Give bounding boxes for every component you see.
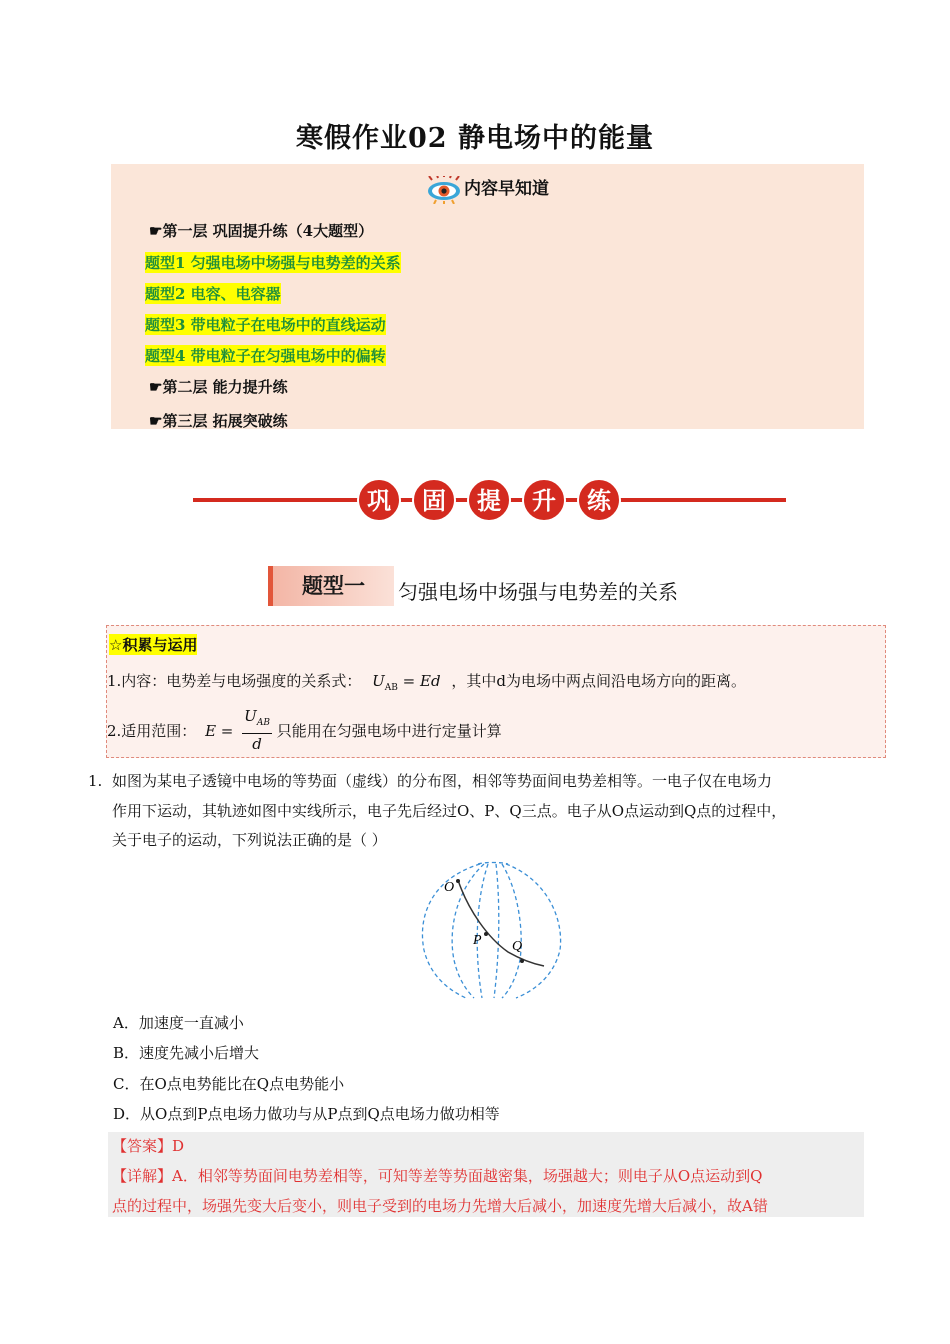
banner-char-4: 升: [532, 487, 556, 515]
fraction-numerator: U: [244, 707, 257, 725]
fraction: [242, 706, 272, 754]
type-label-box: [268, 566, 394, 606]
accumulate-line1: [107, 670, 746, 693]
question-line3: 关于电子的运动，下列说法正确的是（ ）: [112, 831, 387, 849]
type-label: 题型一: [302, 574, 365, 598]
toc-type1[interactable]: 题型1 匀强电场中场强与电势差的关系: [145, 254, 401, 272]
toc-layer3[interactable]: ☛第三层 拓展突破练: [149, 412, 288, 430]
label-p: P: [473, 933, 482, 948]
accumulate-box: [106, 625, 886, 758]
accumulate-tag: ☆积累与运用: [109, 636, 198, 654]
line1-suffix: ，其中d为电场中两点间沿电场方向的距离。: [451, 672, 746, 690]
fraction-numerator-sub: AB: [256, 718, 270, 728]
toc-type2[interactable]: 题型2 电容、电容器: [145, 285, 281, 303]
page-title: 寒假作业02 静电场中的能量: [296, 123, 654, 154]
line2-suffix: 只能用在匀强电场中进行定量计算: [276, 722, 502, 740]
banner-char-3: 提: [477, 487, 501, 515]
fraction-denominator: d: [252, 735, 262, 753]
section-banner: [193, 478, 786, 522]
toc-layer1[interactable]: ☛第一层 巩固提升练（4大题型）: [149, 222, 374, 240]
line2-prefix: 2.适用范围：: [107, 722, 197, 740]
question-line2: 作用下运动，其轨迹如图中实线所示，电子先后经过O、P、Q三点。电子从O点运动到Q点的过程中，: [112, 802, 787, 820]
accumulate-line2: [107, 706, 502, 754]
banner-char-5: 练: [587, 487, 611, 515]
toc-heading: [111, 174, 864, 204]
formula-u: U: [372, 672, 385, 690]
label-o: O: [444, 880, 455, 895]
option-a[interactable]: A．加速度一直减小: [113, 1014, 244, 1032]
toc-layer2[interactable]: ☛第二层 能力提升练: [149, 378, 288, 396]
formula-uab-ed: [372, 672, 445, 693]
toc-type4[interactable]: 题型4 带电粒子在匀强电场中的偏转: [145, 347, 386, 365]
question-line1: 如图为某电子透镜中电场的等势面（虚线）的分布图，相邻等势面间电势差相等。一电子仅在电场力: [112, 772, 773, 790]
type-title: 匀强电场中场强与电势差的关系: [398, 580, 678, 604]
eye-icon: [426, 176, 462, 204]
toc-heading-label: 内容早知道: [464, 179, 549, 199]
equipotential-figure: [418, 860, 568, 1002]
answer-detail-line2: 点的过程中，场强先变大后变小，则电子受到的电场力先增大后减小，加速度先增大后减小，故A错: [112, 1197, 768, 1215]
formula-e: E =: [205, 722, 234, 740]
answer-label: 【答案】D: [112, 1137, 185, 1155]
formula-rhs: = Ed: [402, 672, 441, 690]
option-c[interactable]: C．在O点电势能比在Q点电势能小: [113, 1075, 345, 1093]
option-d[interactable]: D．从O点到P点电场力做功与从P点到Q点电场力做功相等: [113, 1105, 500, 1123]
question-number: 1.: [88, 772, 103, 790]
line1-prefix: 1.内容：电势差与电场强度的关系式：: [107, 672, 362, 690]
banner-char-2: 固: [422, 487, 446, 515]
toc-type3[interactable]: 题型3 带电粒子在电场中的直线运动: [145, 316, 386, 334]
answer-detail-line1: 【详解】A．相邻等势面间电势差相等，可知等差等势面越密集，场强越大；则电子从O点运动到Q: [112, 1167, 763, 1185]
formula-u-sub: AB: [384, 683, 398, 693]
banner-char-1: 巩: [367, 487, 391, 515]
toc-panel: [111, 164, 864, 429]
option-b[interactable]: B．速度先减小后增大: [113, 1044, 260, 1062]
label-q: Q: [512, 939, 523, 954]
